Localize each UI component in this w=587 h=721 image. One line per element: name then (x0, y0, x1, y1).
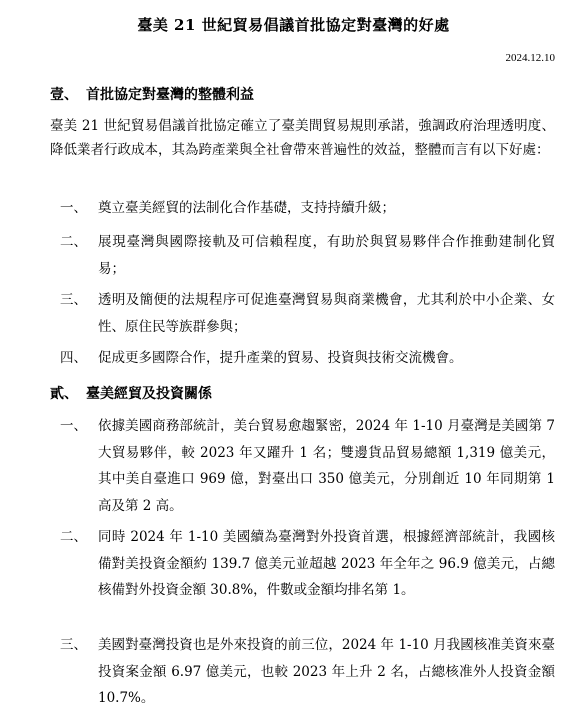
document-title: 臺美 21 世紀貿易倡議首批協定對臺灣的好處 (137, 16, 450, 34)
list-item-marker: 四、 (60, 350, 87, 366)
section-2-number: 貳、 (50, 386, 78, 402)
list-item (60, 229, 555, 282)
section-2-heading (50, 383, 212, 403)
list-item-text: 透明及簡便的法規程序可促進臺灣貿易與商業機會，尤其利於中小企業、女性、原住民等族群參與； (98, 292, 555, 335)
list-item-text: 展現臺灣與國際接軌及可信賴程度，有助於與貿易夥伴合作推動建制化貿易； (98, 234, 555, 277)
list-item (60, 195, 555, 222)
list-item-marker: 三、 (60, 637, 87, 653)
section-1-intro: 臺美 21 世紀貿易倡議首批協定確立了臺美間貿易規則承諾，強調政府治理透明度、降低業者行政成本，其為跨產業與全社會帶來普遍性的效益，整體而言有以下好處： (50, 118, 555, 158)
list-item-marker: 二、 (60, 529, 87, 545)
section-1-number: 壹、 (50, 87, 78, 103)
section-2-title: 臺美經貿及投資關係 (86, 386, 212, 402)
list-item (60, 287, 555, 340)
list-item-text: 同時 2024 年 1-10 美國續為臺灣對外投資首選，根據經濟部統計，我國核備對美投資金額約 139.7 億美元並超越 2023 年全年之 96.9 億美元，占總核備對外投資金額 30.8%，件數或金額均排名第 1。 (98, 529, 555, 598)
list-item-text: 依據美國商務部統計，美台貿易愈趨緊密，2024 年 1-10 月臺灣是美國第 7 大貿易夥伴，較 2023 年又躍升 1 名；雙邊貨品貿易總額 1,319 億美元，其中美自臺進口 969 億，對臺出口 350 億美元，分別創近 10 年同期第 1 高及第 2 高。 (98, 418, 555, 514)
list-item-text: 奠立臺美經貿的法制化合作基礎，支持持續升級； (98, 200, 395, 216)
section-1-heading (50, 84, 254, 104)
list-item-marker: 一、 (60, 418, 87, 434)
section-1-title: 首批協定對臺灣的整體利益 (86, 87, 254, 103)
document-date: 2024.12.10 (505, 52, 555, 64)
list-item (60, 524, 555, 604)
list-item (60, 345, 555, 372)
list-item-text: 促成更多國際合作，提升產業的貿易、投資與技術交流機會。 (98, 350, 463, 366)
list-item-marker: 二、 (60, 234, 87, 250)
list-item (60, 632, 555, 712)
list-item-marker: 三、 (60, 292, 87, 308)
list-item-text: 美國對臺灣投資也是外來投資的前三位，2024 年 1-10 月我國核准美資來臺投資案金額 6.97 億美元，也較 2023 年上升 2 名，占總核准外人投資金額 10.7%。 (98, 637, 555, 706)
list-item (60, 413, 555, 519)
list-item-marker: 一、 (60, 200, 87, 216)
